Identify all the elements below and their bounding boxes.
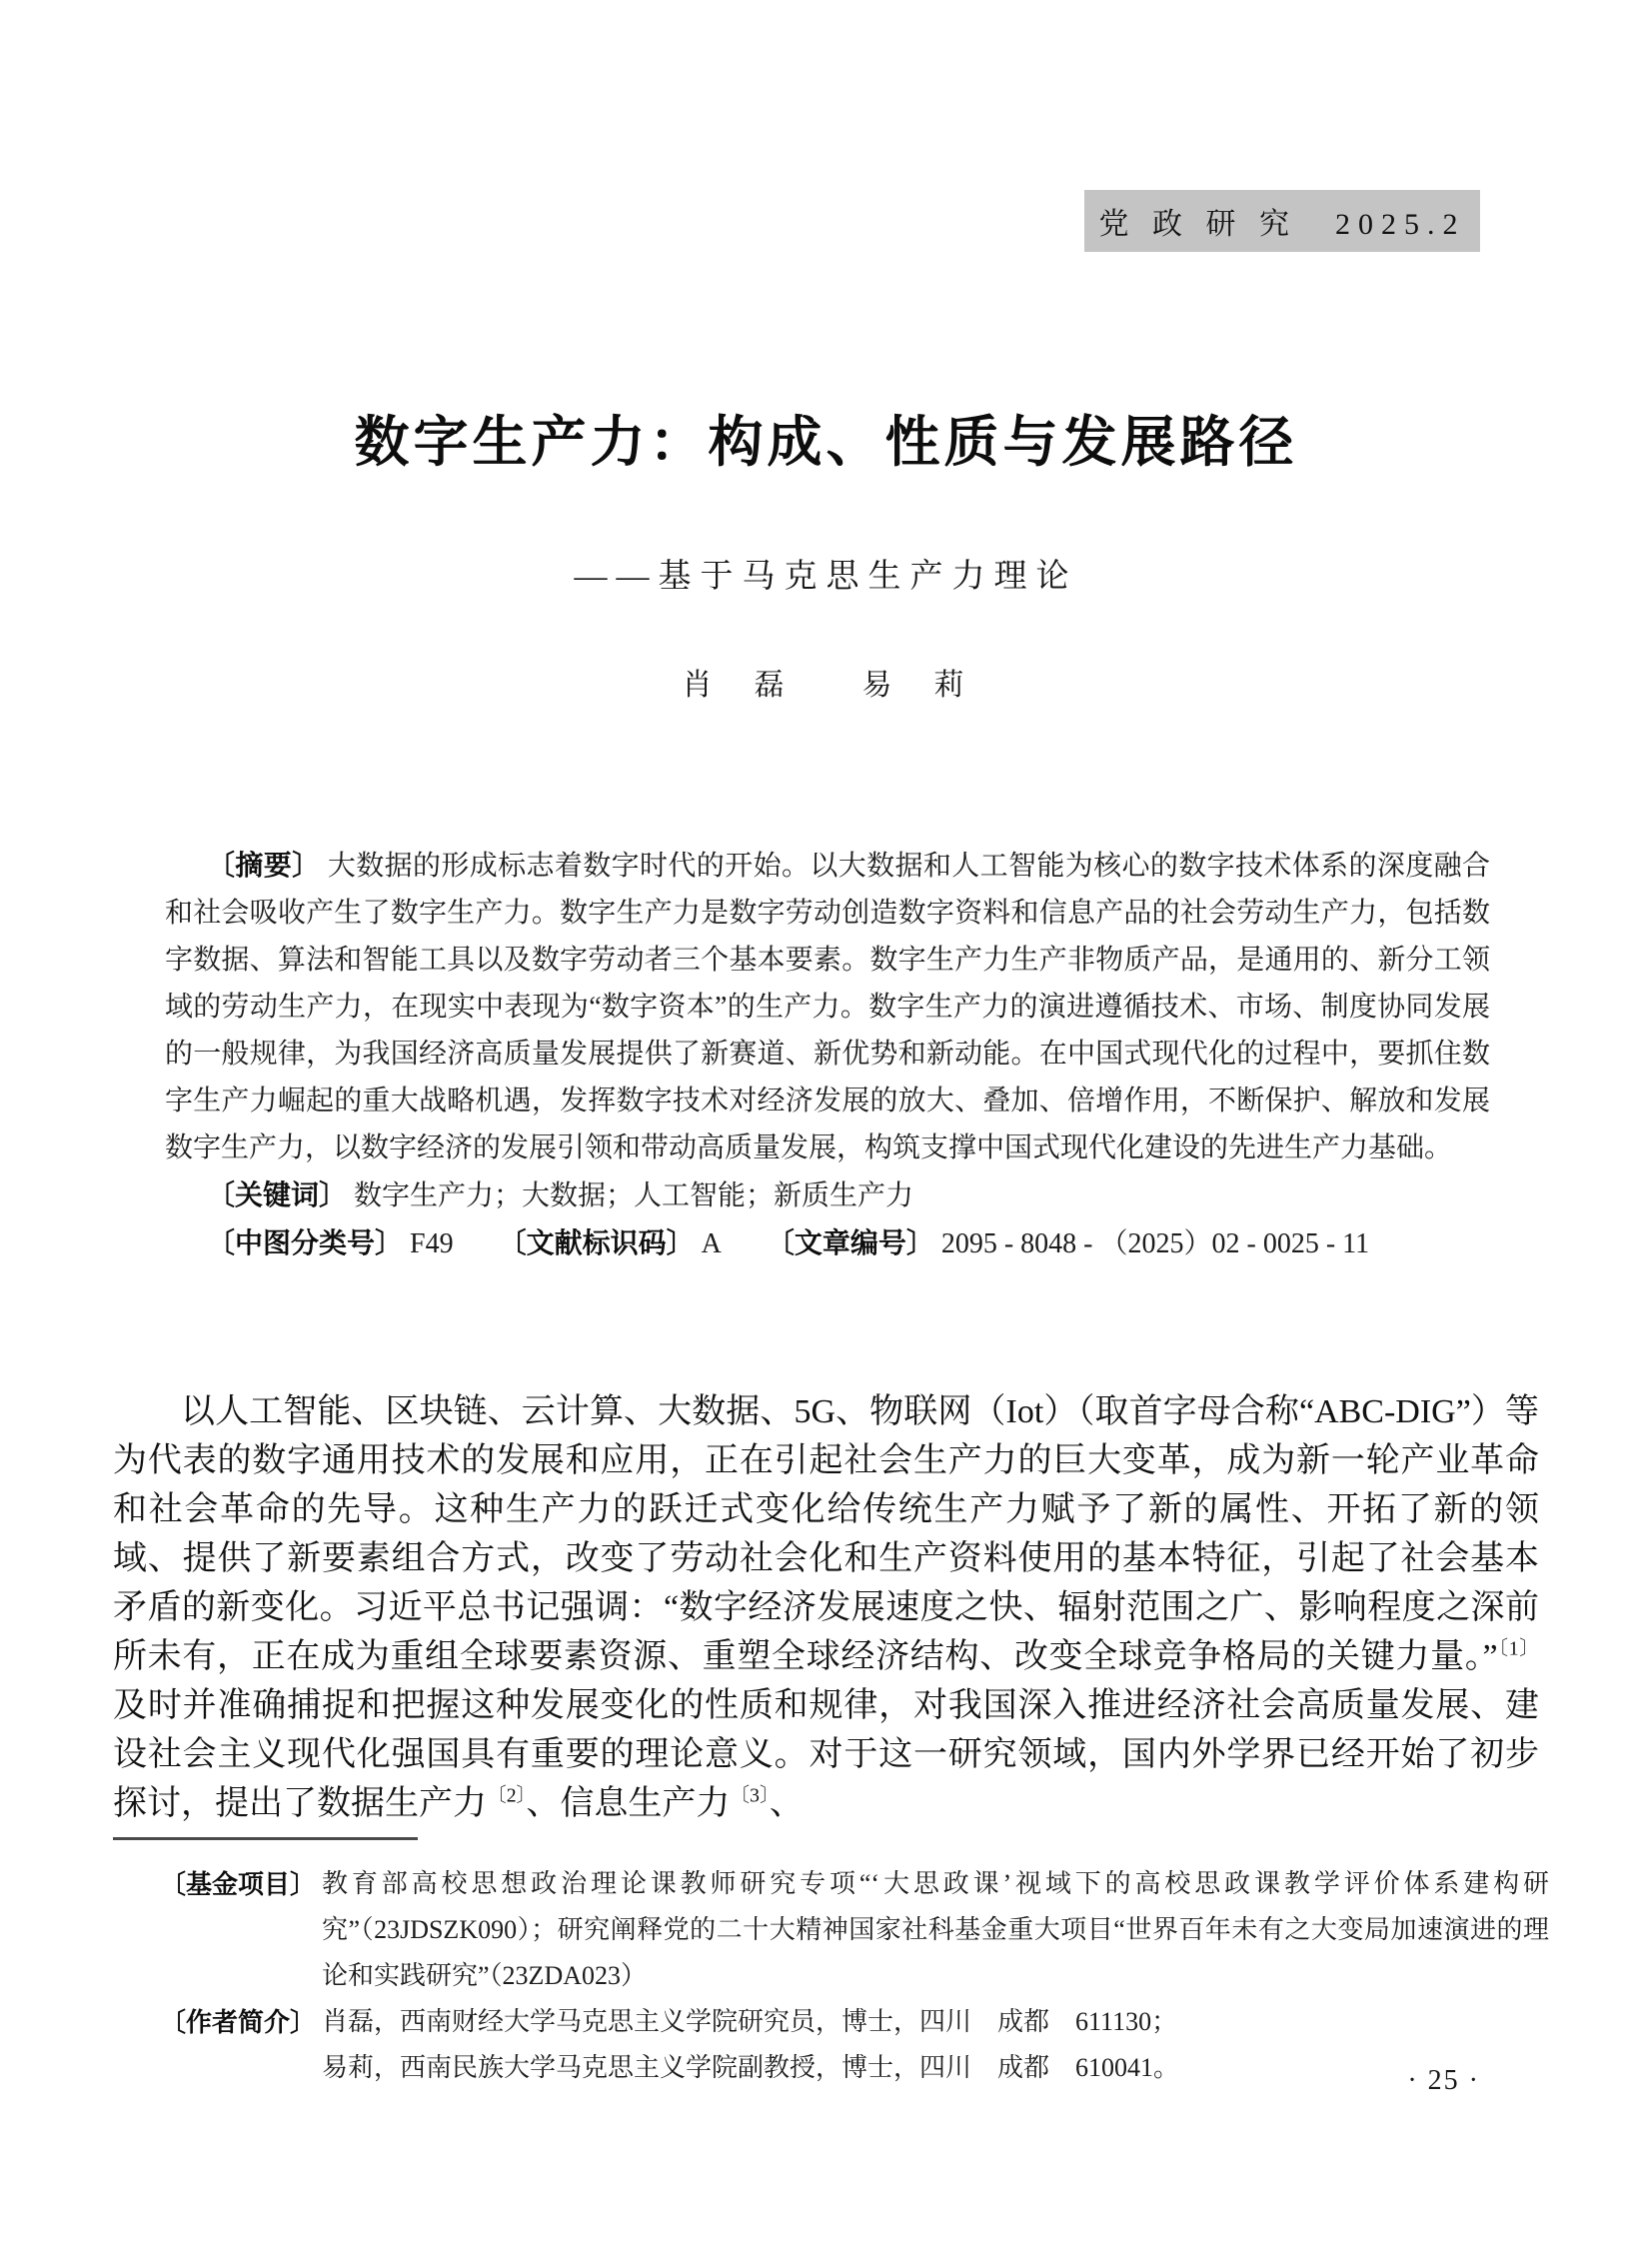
article-title: 数字生产力：构成、性质与发展路径 (354, 411, 1298, 473)
keywords-line (165, 1171, 1490, 1219)
body-paragraph: 以人工智能、区块链、云计算、大数据、5G、物联网（Iot）（取首字母合称“ABC-DIG”）等为代表的数字通用技术的发展和应用，正在引起社会生产力的巨大变革，成为新一轮产业革命和社会革命的先导。这种生产力的跃迁式变化给传统生产力赋予了新的属性、开拓了新的领域、提供了新要素组合方式，改变了劳动社会化和生产资料使用的基本特征，引起了社会基本矛盾的新变化。习近平总书记强调：“数字经济发展速度之快、辐射范围之广、影响程度之深前所未有，正在成为重组全球要素资源、重塑全球经济结构、改变全球竞争格局的关键力量。”$^{〔1〕}$及时并准确捕捉和把握这种发展变化的性质和规律，对我国深入推进经济社会高质量发展、建设社会主义现代化强国具有重要的理论意义。对于这一研究领域，国内外学界已经开始了初步探讨，提出了数据生产力$^{〔2〕}$、信息生产力$^{〔3〕}$、 (113, 1393, 1539, 1822)
clc-number-label: 〔中图分类号〕 (207, 1227, 404, 1258)
classification-line (165, 1219, 1490, 1267)
article-subtitle: ——基于马克思生产力理论 (574, 559, 1078, 595)
article-id-value: 2095 - 8048 - （2025）02 - 0025 - 11 (940, 1228, 1370, 1259)
abstract-paragraph (165, 842, 1490, 1171)
abstract-label: 〔摘要〕 (207, 850, 321, 881)
document-code-value: A (701, 1228, 722, 1259)
author-bio-text (322, 1999, 1549, 2091)
clc-number-value: F49 (410, 1228, 454, 1259)
fund-project-text: 教育部高校思想政治理论课教师研究专项“‘大思政课’视域下的高校思政课教学评价体系建构研究”（23JDSZK090）；研究阐释党的二十大精神国家社科基金重大项目“世界百年未有之大变局加速演进的理论和实践研究”（23ZDA023） (322, 1869, 1549, 1990)
fund-project-entry (160, 1861, 1549, 1999)
footnote-separator (113, 1837, 418, 1840)
front-matter (165, 842, 1490, 1267)
article-authors: 肖 磊 易 莉 (682, 669, 970, 702)
document-code-label: 〔文献标识码〕 (498, 1227, 695, 1258)
keywords-text: 数字生产力；大数据；人工智能；新质生产力 (354, 1180, 914, 1211)
article-id-label: 〔文章编号〕 (766, 1227, 934, 1258)
author-bio-line-2: 易莉，西南民族大学马克思主义学院副教授，博士，四川 成都 610041。 (322, 2053, 1180, 2082)
keywords-label: 〔关键词〕 (207, 1179, 348, 1210)
author-bio-entry (160, 1999, 1549, 2091)
abstract-text: 大数据的形成标志着数字时代的开始。以大数据和人工智能为核心的数字技术体系的深度融合和社会吸收产生了数字生产力。数字生产力是数字劳动创造数字资料和信息产品的社会劳动生产力，包括数字数据、算法和智能工具以及数字劳动者三个基本要素。数字生产力生产非物质产品，是通用的、新分工领域的劳动生产力，在现实中表现为“数字资本”的生产力。数字生产力的演进遵循技术、市场、制度协同发展的一般规律，为我国经济高质量发展提供了新赛道、新优势和新动能。在中国式现代化的过程中，要抓住数字生产力崛起的重大战略机遇，发挥数字技术对经济发展的放大、叠加、倍增作用，不断保护、解放和发展数字生产力，以数字经济的发展引领和带动高质量发展，构筑支撑中国式现代化建设的先进生产力基础。 (165, 851, 1490, 1163)
fund-project-label: 〔基金项目〕 (160, 1869, 317, 1899)
author-bio-label: 〔作者简介〕 (160, 2007, 317, 2037)
page-number: · 25 · (1407, 2065, 1480, 2096)
author-bio-line-1: 肖磊，西南财经大学马克思主义学院研究员，博士，四川 成都 611130； (322, 2007, 1178, 2036)
footnotes (160, 1861, 1549, 2091)
journal-header-banner: 党 政 研 究 2025.2 (1084, 190, 1480, 252)
